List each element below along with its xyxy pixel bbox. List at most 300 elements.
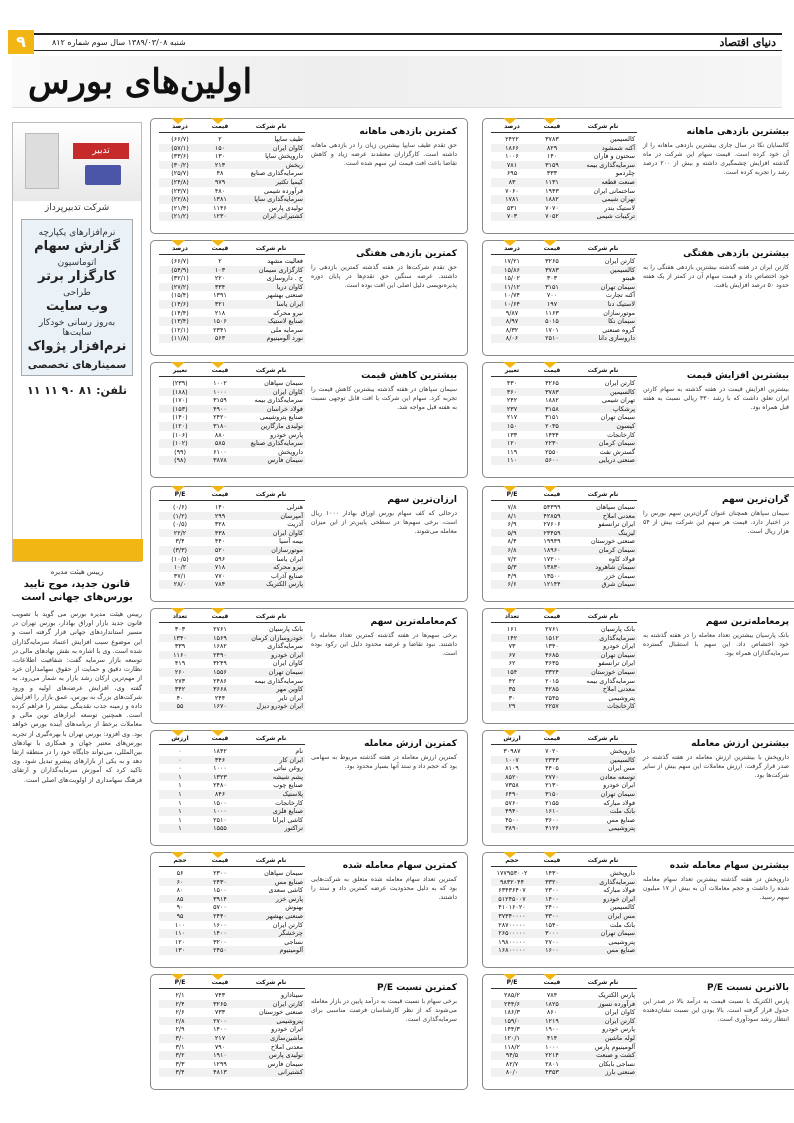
table-cell: نیرو محرکه	[273, 308, 303, 317]
table-row	[159, 764, 305, 773]
table-cell: ۱۰/۲	[173, 563, 187, 572]
column-header: قیمت	[543, 857, 561, 864]
arrow-down-icon	[171, 852, 185, 858]
column-header: قیمت	[211, 245, 229, 252]
stats-panel	[150, 608, 468, 724]
table-cell: سیمان تهران	[600, 413, 635, 422]
stats-panel	[150, 974, 468, 1090]
table-cell: ۲۴۴/۶	[504, 999, 520, 1008]
table-row	[491, 212, 637, 221]
table-row	[159, 309, 305, 318]
arrow-down-icon	[503, 852, 517, 858]
table-cell: پارس خودرو	[602, 1025, 635, 1034]
ad-line-label: نرم‌افزارهای یکپارچه	[38, 228, 116, 238]
table-cell: ۵۵	[176, 702, 184, 711]
table-cell: ۲۱۳	[214, 160, 226, 169]
column-header: تعداد	[172, 613, 188, 620]
building-icon	[25, 133, 59, 189]
article-body: رییس هیئت مدیره بورس می گوید با تصویب قانون جدید بازار اوراق بهادار، بورس تهران در مسیر استانداردهای جهانی قرار گرفته است و این موضوع سبب افزایش اعتماد سرمایه‌گذاران شده است. وی با اشاره به نقش نهادهای مالی در توسعه بازار سرمایه گفت: شفافیت اطلاعات، نظارت دقیق و حمایت از حقوق سهامداران خرد از مهم‌ترین ارکان رشد بازار به شمار می‌رود. به گفته وی، افزایش عرضه‌های اولیه و ورود شرکت‌های بزرگ به بورس، عمق بازار را افزایش داده و زمینه جذب نقدینگی بیشتر را فراهم کرده است. همچنین توسعه ابزارهای نوین مالی و معاملات برخط از برنامه‌های آینده بورس خواهد بود. وی افزود: بورس تهران با بهره‌گیری از تجربه بورس‌های معتبر جهان و همکاری با نهادهای بین‌المللی، می‌تواند جایگاه خود را در منطقه ارتقا دهد و به یکی از بازارهای پیشرو تبدیل شود. وی تاکید کرد که آموزش سرمایه‌گذاران و ارتقای فرهنگ سهامداری از اولویت‌های اصلی است.	[12, 610, 142, 784]
table-cell: ایران یاسا	[276, 554, 303, 563]
table-row	[159, 283, 305, 292]
arrow-down-icon	[171, 608, 185, 614]
table-cell: گسترش نفت	[599, 447, 635, 456]
table-row	[491, 946, 637, 955]
table-cell: سرمایه‌گذاری	[599, 877, 635, 886]
table-row	[491, 257, 637, 266]
column-header: قیمت	[543, 735, 561, 742]
stats-panel	[150, 730, 468, 846]
table-cell: ۸۸۰	[214, 430, 226, 439]
table-cell: ۲۲۵۷	[545, 702, 559, 711]
table-row	[159, 448, 305, 457]
table-row	[159, 773, 305, 782]
table-cell: ۳/۴	[175, 537, 185, 546]
table-cell: کاوان ایران	[272, 387, 303, 396]
table-cell: ۴۱۲۶	[545, 824, 559, 833]
table-cell: بانک ملت	[609, 807, 635, 816]
table-cell: ۷/۸	[507, 503, 517, 511]
table-cell: ایران خودرو	[603, 894, 635, 903]
column-header: قیمت	[211, 735, 229, 742]
table-cell: (۳۳/۶)	[171, 152, 189, 161]
table-cell: ۱	[178, 807, 182, 816]
table-row	[491, 659, 637, 668]
table-cell: ۱۹۴۳	[545, 186, 559, 195]
table-row	[159, 1008, 305, 1017]
table-cell: کاوان ایران	[272, 143, 303, 152]
stats-panel	[150, 240, 468, 356]
table-row	[491, 555, 637, 564]
table-cell: نیرو محرکه	[273, 563, 303, 572]
table-cell: ۲/۸	[175, 1016, 185, 1025]
table-header	[491, 367, 637, 377]
arrow-down-icon	[503, 240, 517, 246]
table-row	[491, 764, 637, 773]
table-row	[159, 747, 305, 756]
table-cell: لاستیک بندر	[604, 203, 635, 212]
stats-table	[491, 735, 637, 833]
stats-table	[491, 245, 637, 343]
table-cell: (۹۸)	[174, 456, 186, 465]
ad-header	[13, 123, 141, 201]
table-cell: کاشی ایرانا	[272, 815, 303, 824]
panel-description: حق تقدم شرکت‌ها در هفته گذشته کمترین بازدهی را داشتند. عرضه سنگین حق تقدم‌ها در پایان دوره پذیره‌نویسی دلیل اصلی این افت بوده است.	[311, 264, 457, 289]
column-header: حجم	[505, 857, 519, 864]
table-row	[159, 274, 305, 283]
table-cell: صنایع فلزی	[272, 807, 303, 816]
table-header	[159, 735, 305, 745]
table-cell: ۸۰/۰	[505, 1068, 519, 1077]
table-cell: ۷۰۶۰	[505, 186, 519, 195]
table-cell: ۳۶۳۵	[545, 659, 559, 668]
table-cell: ۱۵۶۹	[213, 633, 227, 642]
column-header: درصد	[504, 245, 520, 252]
table-cell: فولاد مبارکه	[603, 798, 635, 807]
stats-table	[159, 245, 305, 343]
table-cell: ۲۷۶۱	[213, 625, 227, 633]
table-cell: سیمان تهران	[268, 667, 303, 676]
table-row	[159, 886, 305, 895]
ad-company: شرکت تدبیرپرداز	[44, 203, 110, 213]
ad-line-label: اتوماسیون	[57, 258, 97, 268]
table-cell: ریخش	[285, 160, 303, 169]
panel-description: کارتن ایران در هفته گذشته بیشترین بازدهی هفتگی را به خود اختصاص داد و قیمت سهام آن در کمتر از یک هفته حدود ۵۰ درصد افزایش یافت.	[643, 264, 789, 289]
panel-heading: بیشترین بازدهی ماهانه	[686, 127, 789, 137]
column-header: ارزش	[503, 735, 521, 742]
masthead: دنیای اقتصاد	[719, 36, 776, 49]
table-cell: تولیدی مارگارین	[260, 421, 303, 430]
table-cell: ۱۳۴۰	[173, 633, 187, 642]
table-row	[159, 300, 305, 309]
table-cell: (۳/۳)	[172, 545, 188, 554]
table-row	[491, 152, 637, 161]
table-cell: نام	[295, 747, 303, 755]
table-cell: ۱۰۰۲	[213, 379, 227, 387]
table-cell: صنعت قطعه	[601, 177, 635, 186]
table-cell: ۲/۴	[175, 999, 185, 1008]
table-cell: بیمه آسیا	[279, 537, 303, 546]
table-row	[159, 895, 305, 904]
stats-panel	[150, 362, 468, 478]
table-cell: کاوان ایران	[272, 528, 303, 537]
table-cell: ۴۲۸۵	[545, 685, 559, 694]
column-header: P/E	[506, 979, 518, 986]
table-cell: ۱۰۰۰	[213, 764, 227, 773]
table-cell: ۴۱۹	[174, 659, 186, 668]
table-cell: کاوین مهر	[276, 685, 303, 694]
table-cell: (۶۶/۷)	[171, 135, 189, 143]
table-cell: سحتون و فاران	[593, 152, 635, 161]
table-cell: ۸۲۹	[546, 143, 558, 152]
table-cell: سیمان فارس	[267, 1059, 303, 1068]
table-cell: ۳/۲	[175, 1051, 185, 1060]
table-cell: خودروسازان کرمان	[251, 633, 303, 642]
table-cell: سیمان شرق	[601, 580, 635, 589]
table-cell: ۷۸۴	[546, 991, 558, 999]
table-cell: ۲۵۱۰	[545, 334, 559, 343]
table-cell: ۱۳۰	[214, 152, 226, 161]
table-body	[159, 503, 305, 589]
table-cell: سیمان خزر	[604, 571, 635, 580]
stats-panel	[482, 974, 794, 1090]
table-body	[159, 625, 305, 711]
page-title: اولین‌های بورس	[28, 62, 253, 102]
table-cell: (۱۷۰)	[172, 396, 188, 405]
table-row	[159, 790, 305, 799]
table-cell: کارخانجات	[275, 798, 303, 807]
table-cell: (۱۵/۴)	[171, 291, 189, 300]
table-row	[491, 912, 637, 921]
panel-description: کمترین تعداد سهام معامله شده متعلق به شرکت‌هایی بود که به دلیل محدودیت عرضه کمترین داد و ستد را داشتند.	[311, 876, 457, 901]
table-cell: ۱۳۴۰	[545, 642, 559, 651]
table-row	[159, 1043, 305, 1052]
table-row	[159, 439, 305, 448]
table-row	[159, 677, 305, 686]
table-row	[491, 178, 637, 187]
arrow-down-icon	[543, 608, 557, 614]
table-cell: ۱۶۰۰	[545, 946, 559, 955]
table-cell: فولاد خراسان	[266, 404, 303, 413]
table-cell: ۲۶۵۰۰۰۰۰	[498, 929, 526, 938]
table-cell: ۲/۶	[175, 1008, 185, 1017]
table-cell: ۲۴۳۰	[213, 877, 227, 886]
table-cell: ۳۴۲	[174, 685, 186, 694]
table-cell: ۱۶۱	[506, 625, 518, 633]
table-cell: ۱۷/۲۱	[504, 257, 520, 265]
table-row	[491, 537, 637, 546]
table-cell: کیسون	[616, 421, 635, 430]
table-cell: ۱۴۳۴	[545, 430, 559, 439]
table-cell: کارتن ایران	[604, 379, 635, 387]
table-cell: سیمان تهران	[600, 282, 635, 291]
table-cell: ۱۵۰۰	[213, 798, 227, 807]
column-header: حجم	[173, 857, 187, 864]
table-row	[491, 334, 637, 343]
table-cell: ۷۳۵۸	[505, 781, 519, 790]
table-cell: سیمان تهران	[600, 789, 635, 798]
table-row	[491, 388, 637, 397]
table-cell: ۲۰۱۵	[545, 676, 559, 685]
table-cell: ۷۴۳	[214, 991, 226, 999]
table-row	[159, 413, 305, 422]
table-cell: ۲۱۷	[214, 1033, 226, 1042]
table-cell: ۱۱۶۳	[545, 308, 559, 317]
table-cell: ۱	[178, 781, 182, 790]
table-cell: (۱/۲)	[172, 511, 188, 520]
table-cell: ایران خودرو	[271, 1025, 303, 1034]
table-cell: ۸۳	[508, 177, 516, 186]
table-header	[159, 367, 305, 377]
table-cell: پلاستیک	[282, 789, 303, 798]
table-cell: آذریت	[287, 520, 303, 529]
column-header: قیمت	[543, 613, 561, 620]
table-row	[159, 625, 305, 634]
table-row	[159, 572, 305, 581]
column-header: نام شرکت	[255, 367, 287, 374]
column-header: قیمت	[211, 613, 229, 620]
panel-description: سیمان سپاهان در هفته گذشته بیشترین کاهش قیمت را تجربه کرد. سهام این شرکت با افت قابل توجهی نسبت به هفته قبل مواجه شد.	[311, 386, 457, 411]
table-cell: ۱۱/۱۲	[504, 282, 520, 291]
table-row	[159, 878, 305, 887]
stats-table	[159, 979, 305, 1077]
table-cell: ۱۴۰۰	[545, 894, 559, 903]
column-header: نام شرکت	[255, 857, 287, 864]
table-cell: ۳۲۶۵	[545, 257, 559, 265]
table-header	[491, 613, 637, 623]
table-row	[491, 422, 637, 431]
column-header: نام شرکت	[587, 367, 619, 374]
table-cell: آکنه شمشود	[601, 143, 635, 152]
table-cell: ۳۸۹۰	[505, 824, 519, 833]
stats-panel	[150, 118, 468, 234]
stats-table	[491, 979, 637, 1077]
table-cell: ۲۲/۲	[173, 528, 187, 537]
table-cell: ۱۰۰۰	[213, 387, 227, 396]
column-header: نام شرکت	[255, 979, 287, 986]
table-cell: ۲۵۵۰	[545, 447, 559, 456]
table-cell: ۱۲۹۹	[213, 1059, 227, 1068]
table-cell: سرمایه‌گذاری بیمه	[254, 396, 303, 405]
panel-description: کمترین ارزش معامله در هفته گذشته مربوط به سهامی بود که حجم داد و ستد آنها بسیار محدود بود.	[311, 754, 457, 770]
table-cell: ۲۷۰۰	[545, 937, 559, 946]
table-cell: ۵۰۱۵	[545, 317, 559, 326]
table-cell: ۱۳۰	[174, 946, 186, 955]
table-cell: ۷۸۱	[506, 160, 518, 169]
table-row	[491, 677, 637, 686]
table-row	[491, 204, 637, 213]
table-cell: (۱۴۰)	[172, 413, 188, 422]
table-cell: کارتن ایران	[604, 1016, 635, 1025]
column-header: نام شرکت	[255, 735, 287, 742]
table-row	[159, 824, 305, 833]
table-cell: ۱	[178, 772, 182, 781]
column-header: تغییر	[172, 367, 188, 374]
ad-phone: تلفن: ۸۱ ۹۰ ۱۱ ۱۱	[27, 384, 127, 397]
table-cell: ۳۱۵۱	[545, 282, 559, 291]
panel-heading: کمترین بازدهی هفتگی	[356, 249, 457, 259]
table-cell: ۱۹۹۴۹	[543, 537, 561, 546]
column-header: قیمت	[543, 491, 561, 498]
table-row	[159, 431, 305, 440]
table-cell: فعالیت مشهد	[267, 257, 303, 265]
table-cell: ۱۵۹/۰	[504, 1016, 520, 1025]
table-cell: ۶۱۰۰	[213, 447, 227, 456]
arrow-down-icon	[543, 852, 557, 858]
table-cell: ۴۶۸۵	[545, 650, 559, 659]
table-header	[159, 857, 305, 867]
table-body	[491, 379, 637, 465]
arrow-down-icon	[211, 852, 225, 858]
column-header: قیمت	[211, 857, 229, 864]
table-cell: فرآورده نسوز	[598, 999, 635, 1008]
table-cell: ۱۴۰	[214, 503, 226, 511]
table-row	[491, 694, 637, 703]
table-cell: پارس الکتریک	[598, 991, 635, 999]
table-cell: سرمایه ملی	[270, 325, 303, 334]
table-cell: (۱۰۲)	[172, 439, 188, 448]
stats-panel	[482, 730, 794, 846]
table-row	[159, 512, 305, 521]
table-row	[491, 413, 637, 422]
column-header: نام شرکت	[255, 491, 287, 498]
table-body	[159, 379, 305, 465]
column-header: P/E	[174, 491, 186, 498]
table-row	[159, 938, 305, 947]
table-cell: ۳۳۳	[546, 169, 558, 178]
table-row	[491, 572, 637, 581]
arrow-down-icon	[503, 608, 517, 614]
table-cell: کارگزاری سیمان	[258, 265, 303, 274]
table-cell: ۱۹۸۰۰۰۰۰	[498, 937, 526, 946]
article-kicker: رییس هیئت مدیره	[50, 568, 104, 576]
table-row	[491, 938, 637, 947]
table-cell: داروسازی دانا	[598, 334, 635, 343]
table-cell: ۱۲۰/۱	[504, 1033, 520, 1042]
table-row	[159, 334, 305, 343]
table-cell: (۲۵/۷)	[171, 169, 189, 178]
table-cell: ۲/۱	[175, 991, 185, 999]
table-cell: معدنی املاح	[602, 511, 635, 520]
stats-panel	[482, 118, 794, 234]
table-cell: (۹۹)	[174, 447, 186, 456]
table-header	[159, 979, 305, 989]
table-cell: ۴۳۰	[506, 379, 518, 387]
table-cell: هیبتو	[622, 274, 635, 283]
table-row	[159, 135, 305, 144]
table-cell: ۲۱۸	[214, 308, 226, 317]
table-cell: ۱۶۰۰	[213, 920, 227, 929]
table-row	[159, 685, 305, 694]
stats-table	[491, 367, 637, 465]
table-cell: (۱۰۶)	[172, 430, 188, 439]
table-cell: چرخشگر	[278, 929, 303, 938]
table-cell: کارتن ایران	[604, 257, 635, 265]
table-cell: ۱۰۰۰	[545, 1042, 559, 1051]
table-cell: سرمایه‌گذاری صنایع	[250, 169, 303, 178]
table-cell: ۷۱۸	[214, 563, 226, 572]
top-bar	[12, 33, 782, 51]
stats-table	[159, 857, 305, 955]
table-row	[491, 187, 637, 196]
table-cell: ۷۰۰	[546, 291, 558, 300]
table-cell: ۵۷۶۰	[505, 798, 519, 807]
stats-panel	[150, 486, 468, 602]
table-cell: مس ایران	[607, 764, 635, 773]
arrow-down-icon	[171, 362, 185, 368]
table-row	[491, 895, 637, 904]
table-cell: صنعتی بهشهر	[266, 911, 303, 920]
table-cell: ۱۱۸/۲	[504, 1042, 520, 1051]
column-header: نام شرکت	[587, 491, 619, 498]
table-cell: (۳۰/۲)	[171, 160, 189, 169]
table-cell: ۴۱۰۱۶۰۲۰	[498, 903, 526, 912]
panel-heading: بیشترین ارزش معامله	[691, 739, 789, 749]
table-cell: ۰	[178, 764, 182, 773]
table-cell: ۵۸۵	[214, 439, 226, 448]
table-cell: ۳۳۰۰	[545, 911, 559, 920]
table-cell: ۸۰	[176, 886, 184, 895]
table-cell: ۱۷۰۱	[545, 325, 559, 334]
table-row	[159, 694, 305, 703]
table-cell: ۵۶۳	[214, 334, 226, 343]
table-cell: سیمان خوزستان	[591, 667, 635, 676]
table-cell: ۴/۹	[507, 571, 517, 580]
table-cell: ۱۷۷۹۵۳۰۰۲	[496, 869, 528, 877]
laptop-icon	[85, 165, 121, 185]
arrow-down-icon	[171, 730, 185, 736]
table-cell: (۱۱/۸)	[171, 334, 189, 343]
table-cell: ۱۳۲۳	[213, 772, 227, 781]
table-cell: سیمان نکا	[608, 317, 635, 326]
table-row	[491, 625, 637, 634]
table-row	[159, 291, 305, 300]
column-header: نام شرکت	[255, 613, 287, 620]
table-cell: ۱۲۳۰	[213, 212, 227, 221]
table-cell: ۸۴۶	[214, 789, 226, 798]
table-cell: (۲۴/۸)	[171, 177, 189, 186]
table-cell: ۲۱۳۰	[545, 781, 559, 790]
table-cell: ۴۸۱۳	[213, 1068, 227, 1077]
table-cell: چلردمو	[615, 169, 635, 178]
stats-panel	[482, 852, 794, 968]
table-cell: ۱	[178, 815, 182, 824]
table-cell: (۱۴/۶)	[171, 299, 189, 308]
table-row	[159, 555, 305, 564]
panel-heading: کمترین نسبت P/E	[376, 983, 457, 993]
arrow-down-icon	[211, 486, 225, 492]
table-cell: ۱۶۱۰	[545, 807, 559, 816]
stats-panel	[482, 362, 794, 478]
